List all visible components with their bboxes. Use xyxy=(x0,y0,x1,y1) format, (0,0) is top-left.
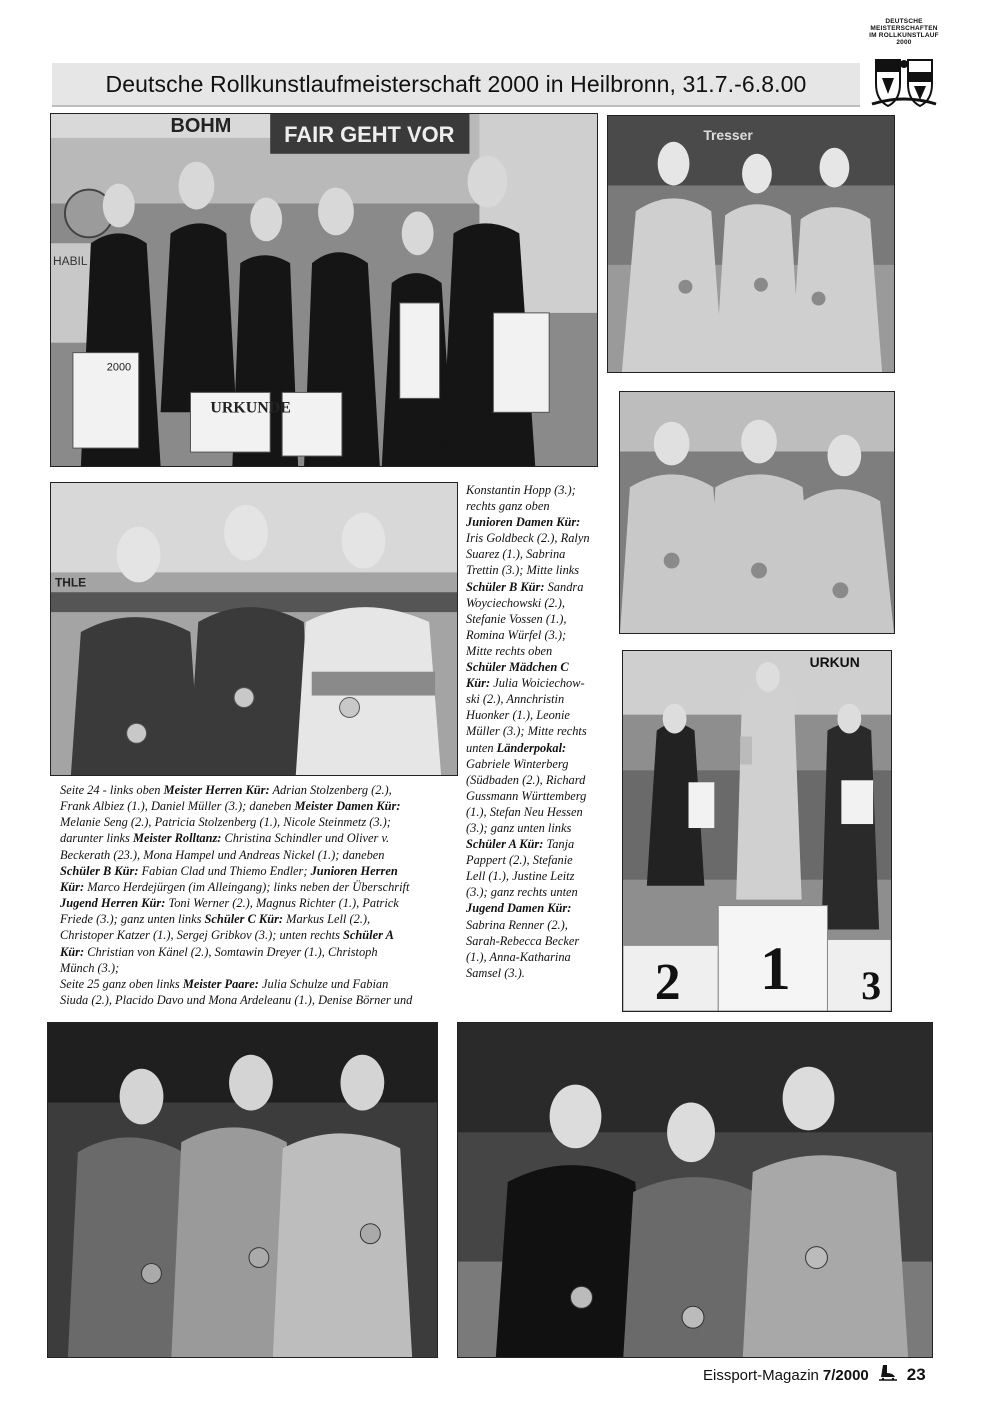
photo-schueler-a xyxy=(47,1022,438,1358)
caption-line xyxy=(466,595,610,611)
caption-line xyxy=(60,879,452,895)
logo-line: MEISTERSCHAFTEN xyxy=(870,25,938,32)
logo-line: 2000 xyxy=(896,39,912,46)
coat-of-arms-icon xyxy=(870,54,938,112)
caption-line xyxy=(466,820,610,836)
caption-text: (3.); ganz unten links xyxy=(466,820,572,835)
caption-line xyxy=(466,675,610,691)
caption-line xyxy=(466,772,610,788)
caption-line xyxy=(60,798,452,814)
caption-category: Schüler C Kür: xyxy=(204,912,284,927)
caption-text: Samsel (3.). xyxy=(466,965,525,980)
sign-text: HABIL xyxy=(52,254,88,269)
caption-line xyxy=(60,976,452,992)
caption-line xyxy=(466,756,610,772)
caption-line xyxy=(60,814,452,830)
caption-line xyxy=(466,643,610,659)
caption-text: Beckerath (23.), Mona Hampel und Andreas Nickel (1.); daneben xyxy=(60,847,385,862)
caption-text: Münch (3.); xyxy=(60,960,120,975)
caption-line xyxy=(60,911,452,927)
championship-logo xyxy=(862,18,946,114)
caption-text: Seite 25 ganz oben links xyxy=(60,976,183,991)
caption-line xyxy=(466,852,610,868)
caption-text: Markus Lell (2.), xyxy=(283,912,371,927)
caption-text: Tanja xyxy=(543,837,575,852)
sign-text: THLE xyxy=(54,575,87,590)
sign-text: FAIR GEHT VOR xyxy=(284,121,455,147)
caption-category: Schüler A Kür: xyxy=(466,837,544,852)
caption-line xyxy=(60,847,452,863)
caption-line xyxy=(466,804,610,820)
caption-text: Lell (1.), Justine Leitz xyxy=(466,869,575,884)
certificate-year: 2000 xyxy=(106,361,132,374)
photo-jugend-damen xyxy=(457,1022,933,1358)
caption-category: Jugend Damen Kür: xyxy=(466,901,572,916)
sign-text: BOHM xyxy=(170,114,232,137)
caption-text: Julia Schulze und Fabian xyxy=(258,976,389,991)
magazine-name: Eissport-Magazin xyxy=(703,1366,819,1384)
sign-text: Tresser xyxy=(703,126,753,143)
photo-schueler-maedchen-c xyxy=(50,482,458,776)
logo-text xyxy=(862,18,946,46)
podium-number: 1 xyxy=(759,935,791,1004)
caption-text: Seite 24 - links oben xyxy=(60,783,164,797)
caption-category: Länderpokal: xyxy=(496,740,567,755)
caption-text: Christina Schindler und Oliver v. xyxy=(221,831,390,846)
logo-line: DEUTSCHE xyxy=(885,18,923,25)
caption-line xyxy=(466,562,610,578)
caption-category: Kür: xyxy=(466,676,491,691)
caption-text: Iris Goldbeck (2.), Ralyn xyxy=(466,531,590,546)
caption-text: Suarez (1.), Sabrina xyxy=(466,547,566,562)
caption-line xyxy=(466,707,610,723)
caption-line xyxy=(466,933,610,949)
caption-text: Christian von Känel (2.), Somtawin Dreyer (1.), Christoph xyxy=(84,944,378,959)
caption-line xyxy=(466,498,610,514)
page-footer xyxy=(703,1364,926,1386)
caption-text: Marco Herdejürgen (im Alleingang); links neben der Überschrift xyxy=(84,879,410,894)
caption-text: Müller (3.); Mitte rechts xyxy=(466,724,587,739)
logo-line: IM ROLLKUNSTLAUF xyxy=(869,32,939,39)
caption-line xyxy=(466,514,610,530)
caption-text: Sandra xyxy=(544,579,584,594)
caption-text: Friede (3.); ganz unten links xyxy=(60,912,205,927)
caption-text: Huonker (1.), Leonie xyxy=(466,708,570,723)
caption-text: Siuda (2.), Placido Davo und Mona Ardeleanu (1.), Denise Börner und xyxy=(60,993,413,1008)
caption-category: Meister Damen Kür: xyxy=(294,799,401,814)
caption-category: Schüler B Kür: xyxy=(466,579,545,594)
caption-line xyxy=(466,611,610,627)
caption-category: Jugend Herren Kür: xyxy=(60,896,166,911)
page-title: Deutsche Rollkunstlaufmeisterschaft 2000 in Heilbronn, 31.7.-6.8.00 xyxy=(105,70,807,97)
caption-line xyxy=(466,788,610,804)
caption-line xyxy=(60,895,452,911)
page-number: 23 xyxy=(906,1365,926,1384)
caption-text: (1.), Stefan Neu Hessen xyxy=(466,804,583,819)
caption-text: Mitte rechts oben xyxy=(466,643,553,658)
photo-junioren-damen xyxy=(607,115,895,373)
caption-text: Pappert (2.), Stefanie xyxy=(466,853,573,868)
caption-line xyxy=(60,944,452,960)
caption-line xyxy=(466,884,610,900)
caption-line xyxy=(466,723,610,739)
caption-text: Adrian Stolzenberg (2.), xyxy=(269,783,392,797)
caption-text: Melanie Seng (2.), Patricia Stolzenberg (1.), Nicole Steinmetz (3.); xyxy=(60,815,391,830)
caption-text: Trettin (3.); Mitte links xyxy=(466,563,580,578)
caption-line xyxy=(60,863,452,879)
photo-schueler-b xyxy=(619,391,895,634)
caption-category: Kür: xyxy=(60,879,85,894)
caption-text: Romina Würfel (3.); xyxy=(466,627,567,642)
caption-left-block xyxy=(60,782,452,1008)
caption-category: Meister Paare: xyxy=(182,976,259,991)
caption-category: Schüler B Kür: xyxy=(60,863,139,878)
caption-line xyxy=(466,868,610,884)
caption-text: Gabriele Winterberg xyxy=(466,756,569,771)
podium-number: 3 xyxy=(861,964,882,1009)
page-title-bar xyxy=(52,63,860,107)
caption-line xyxy=(60,960,452,976)
skate-icon xyxy=(877,1363,899,1387)
issue-number: 7/2000 xyxy=(822,1366,869,1384)
photo-laenderpokal xyxy=(622,650,892,1012)
certificate-text: URKUNDE xyxy=(210,399,291,417)
caption-text: Christoper Katzer (1.), Sergej Gribkov (3.); unten rechts xyxy=(60,928,343,943)
podium-number: 2 xyxy=(654,954,681,1011)
caption-text: ski (2.), Annchristin xyxy=(466,692,565,707)
caption-text: Frank Albiez (1.), Daniel Müller (3.); daneben xyxy=(60,799,295,814)
caption-text: Sabrina Renner (2.), xyxy=(466,917,568,932)
caption-line xyxy=(466,740,610,756)
caption-line xyxy=(60,830,452,846)
caption-line xyxy=(466,900,610,916)
caption-text: (3.); ganz rechts unten xyxy=(466,885,578,900)
caption-text: Sarah-Rebecca Becker xyxy=(466,933,580,948)
photo-pairs-winners xyxy=(50,113,598,467)
caption-category: Schüler A xyxy=(343,928,394,943)
sign-text: URKUN xyxy=(809,653,860,670)
caption-text: Konstantin Hopp (3.); xyxy=(466,483,576,497)
caption-line xyxy=(60,927,452,943)
caption-text: rechts ganz oben xyxy=(466,499,550,514)
caption-line xyxy=(466,482,610,498)
caption-line xyxy=(466,949,610,965)
caption-category: Kür: xyxy=(60,944,85,959)
caption-category: Junioren Damen Kür: xyxy=(466,515,581,530)
caption-text: Fabian Clad und Thiemo Endler; xyxy=(138,863,311,878)
caption-text: Gussmann Württemberg xyxy=(466,788,587,803)
caption-line xyxy=(466,627,610,643)
caption-line xyxy=(466,836,610,852)
caption-line xyxy=(466,691,610,707)
caption-right-column xyxy=(466,482,610,981)
caption-text: Woyciechowski (2.), xyxy=(466,595,565,610)
caption-line xyxy=(466,579,610,595)
caption-text: (Südbaden (2.), Richard xyxy=(466,772,586,787)
caption-line xyxy=(466,530,610,546)
caption-category: Meister Herren Kür: xyxy=(163,783,270,797)
caption-text: Julia Woiciechow- xyxy=(490,676,585,691)
caption-line xyxy=(466,546,610,562)
caption-line xyxy=(60,992,452,1008)
caption-text: (1.), Anna-Katharina xyxy=(466,949,571,964)
caption-line xyxy=(466,659,610,675)
caption-text: Toni Werner (2.), Magnus Richter (1.), Patrick xyxy=(165,896,399,911)
caption-line xyxy=(466,965,610,981)
caption-text: Stefanie Vossen (1.), xyxy=(466,611,567,626)
caption-category: Junioren Herren xyxy=(310,863,398,878)
caption-line xyxy=(60,782,452,798)
caption-category: Meister Rolltanz: xyxy=(132,831,222,846)
caption-line xyxy=(466,917,610,933)
caption-category: Schüler Mädchen C xyxy=(466,660,569,675)
caption-text: unten xyxy=(466,740,497,755)
caption-text: darunter links xyxy=(60,831,133,846)
